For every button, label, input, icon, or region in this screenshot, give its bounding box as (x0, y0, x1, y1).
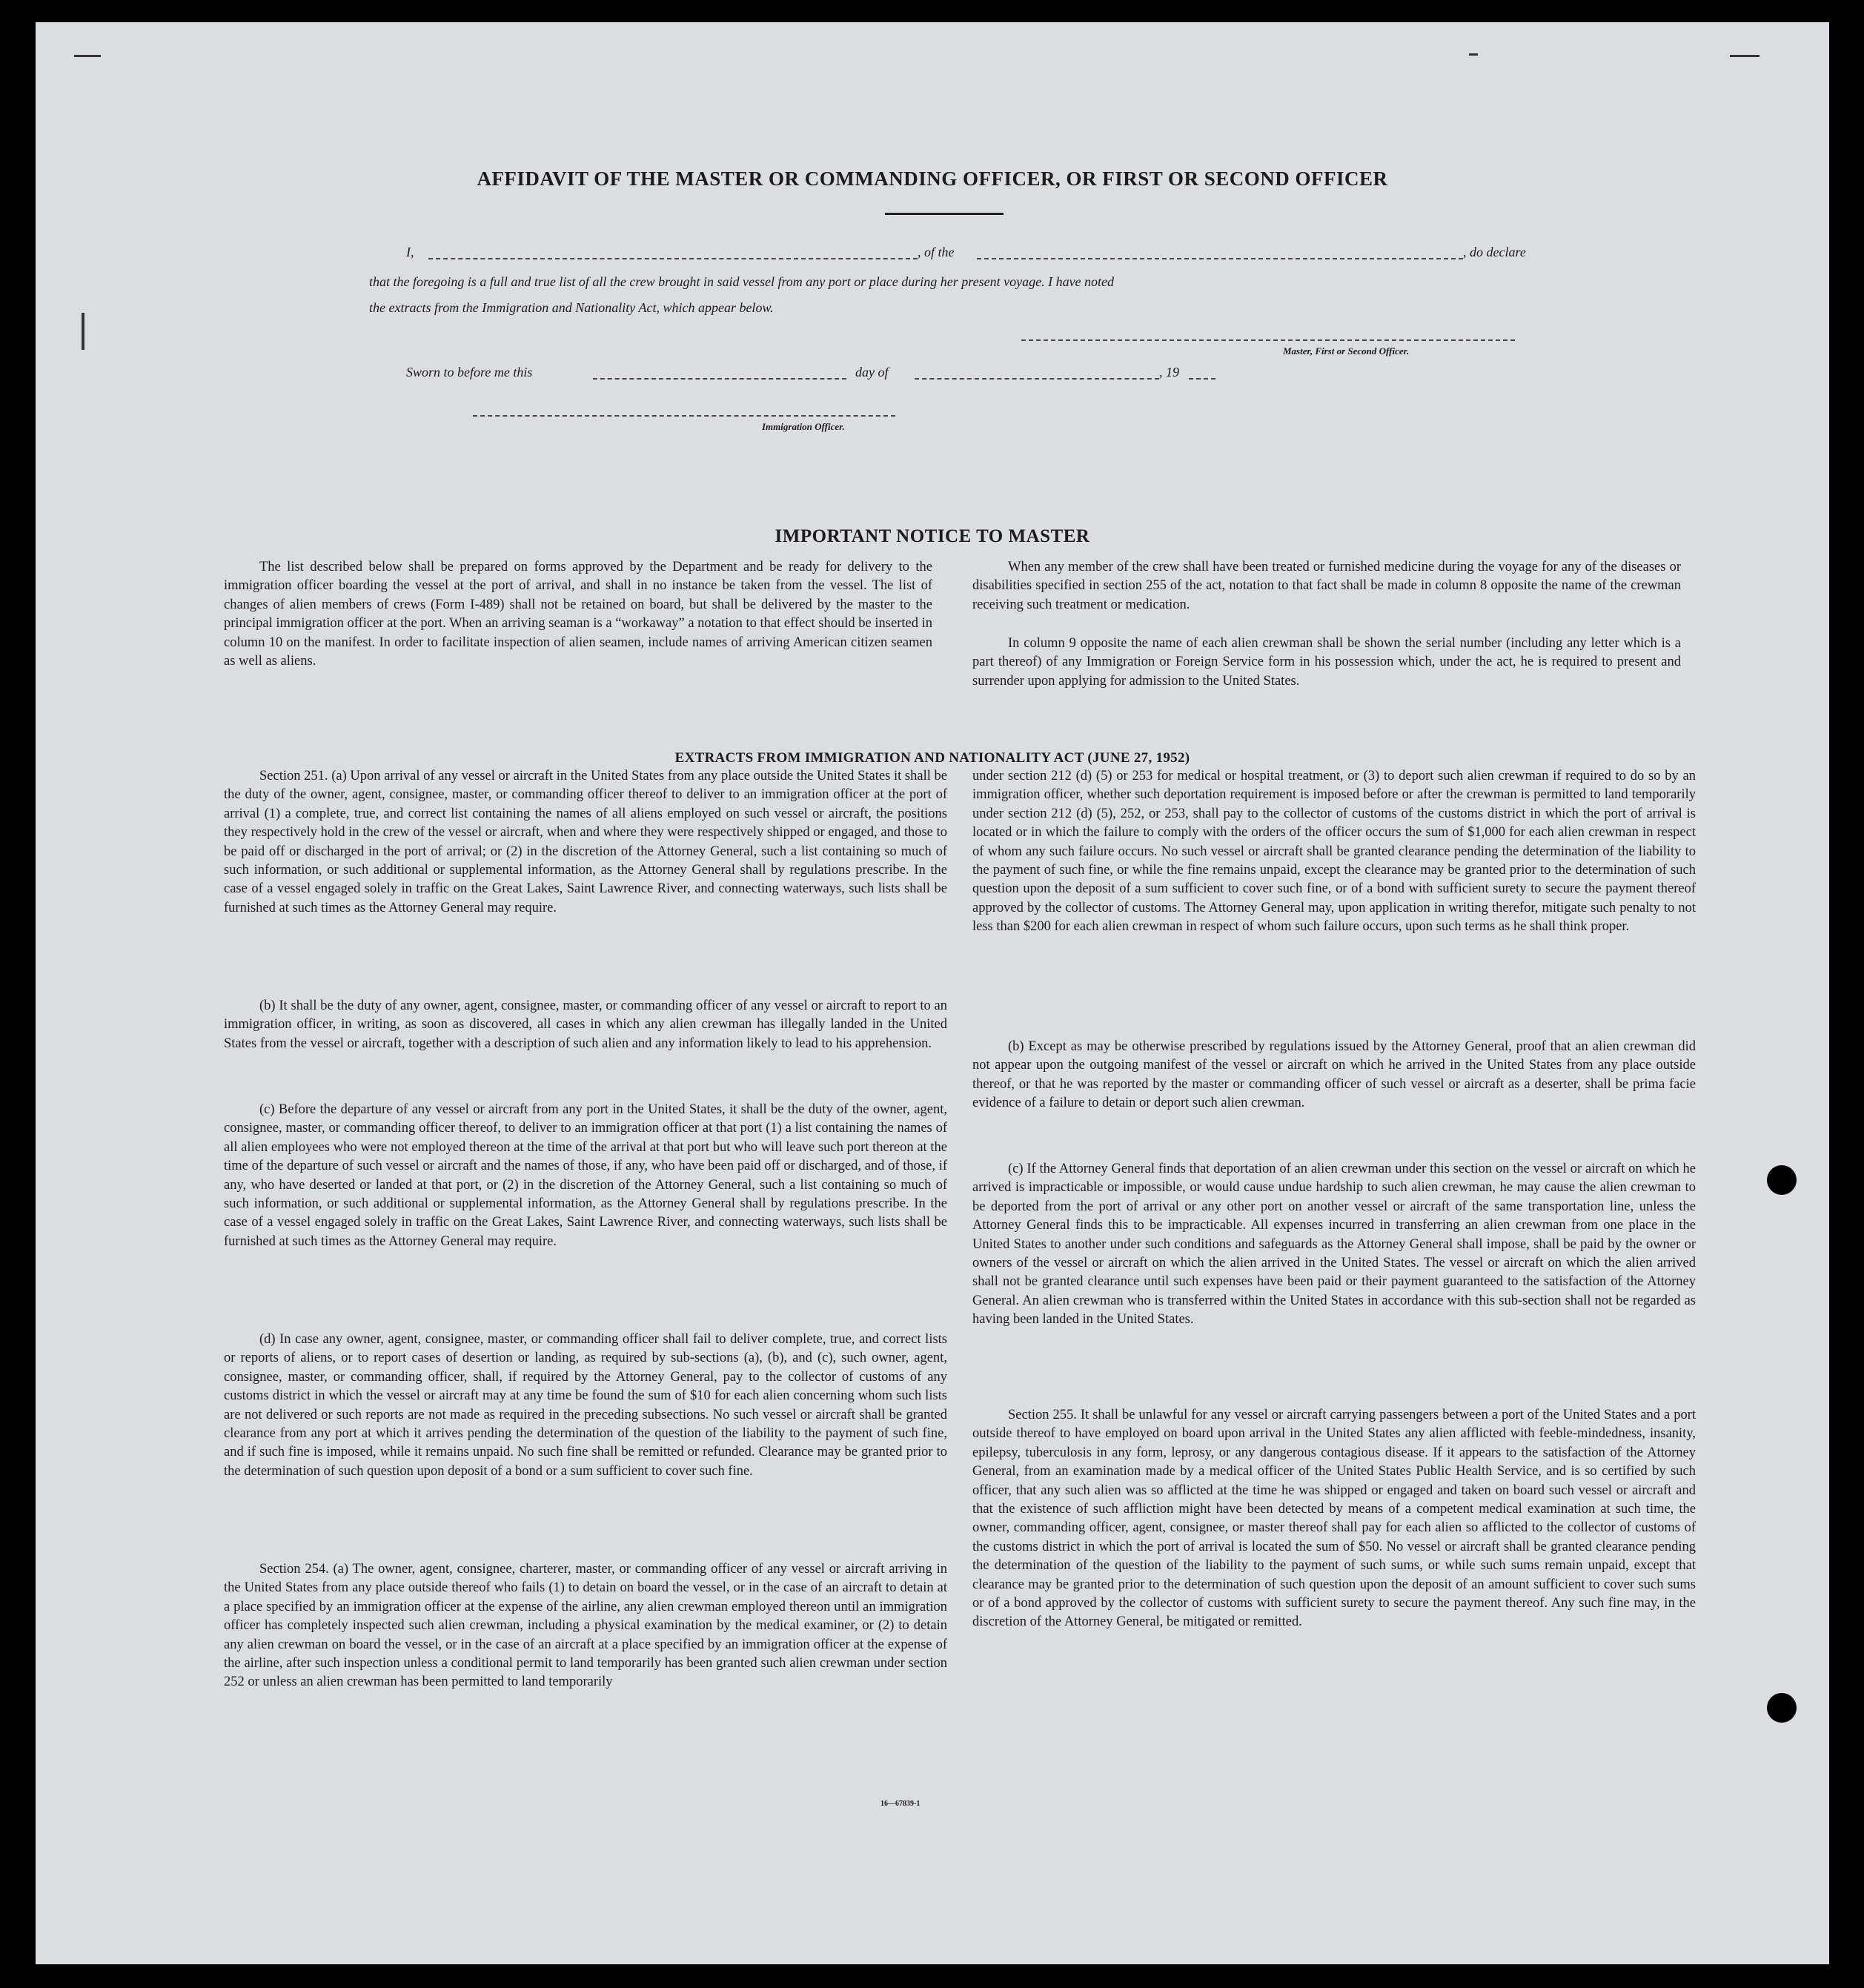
scan-speck (1730, 55, 1759, 57)
sworn-year-field[interactable] (1189, 378, 1215, 380)
master-name-field[interactable] (428, 258, 918, 259)
notice-right-paragraph-1: When any member of the crew shall have been treated or furnished medicine during the voyage for any of the diseases or disabilities specified in section 255 of the act, notation to that fact shall be made in column 8 opposite the name of the crewman receiving such treatment or medication. (972, 560, 1681, 612)
form-code: 16—67839-1 (880, 1800, 921, 1808)
declaration-i: I, (406, 245, 414, 259)
notice-title: IMPORTANT NOTICE TO MASTER (775, 526, 1090, 546)
section-251a: Section 251. (a) Upon arrival of any vessel or aircraft in the United States from any place outside the United States it shall be the duty of the owner, agent, consignee, master, or commanding officer thereof to deliver to an immigration officer at the port of arrival (1) a complete, true, and correct list containing the names of all aliens employed on such vessel or aircraft, the positions they respectively hold in the crew of the vessel or aircraft, when and where they were respectively shipped or engaged, and those to be paid off or discharged in the port of arrival; or (2) in the discretion of the Attorney General, such a list containing so much of such information, or such additional or supplemental information, as the Attorney General shall by regulations prescribe. In the case of a vessel engaged solely in traffic on the Great Lakes, Saint Lawrence River, and connecting waterways, such lists shall be furnished at such times as the Attorney General may require. (224, 769, 947, 915)
scan-speck (82, 313, 84, 350)
section-255: Section 255. It shall be unlawful for any vessel or aircraft carrying passengers between a port of the United States and a port outside thereof to have employed on board upon arrival in the United States any alien afflicted with feeble-mindedness, insanity, epilepsy, tuberculosis in any form, leprosy, or any dangerous contagious disease. If it appears to the satisfaction of the Attorney General, from an examination made by a medical officer of the United States Public Health Service, and is so certified by such officer, that any such alien was so afflicted at the time he was shipped or engaged and taken on board such vessel or aircraft and that the existence of such affliction might have been detected by means of a competent medical examination at such time, the owner, commanding officer, agent, consignee, or master thereof shall pay for each alien so afflicted to the collector of customs of the customs district in which the port of arrival is located the sum of $50. No vessel or aircraft shall be granted clearance pending the determination of the question of the liability to the payment of such sums, or while such sums remain unpaid, except that clearance may be granted prior to the determination of such question upon the deposit of an amount sufficient to cover such sums or of a bond approved by the collector of customs with sufficient surety to secure the payment thereof. Any such fine may, in the discretion of the Attorney General, be mitigated or remitted. (972, 1408, 1696, 1630)
year-label: , 19 (1159, 365, 1179, 380)
punch-hole-lower (1767, 1693, 1797, 1723)
affidavit-title: AFFIDAVIT OF THE MASTER OR COMMANDING OFFICER, OR FIRST OR SECOND OFFICER (477, 168, 1388, 190)
declaration-do-declare: , do declare (1463, 245, 1526, 259)
sworn-month-field[interactable] (915, 378, 1159, 380)
notice-left-paragraph: The list described below shall be prepared on forms approved by the Department and be ready for delivery to the immigration officer boarding the vessel at the port of arrival, and shall in no instance be taken from the vessel. The list of changes of alien members of crews (Form I-489) shall not be retained on board, but shall be delivered by the master to the principal immigration officer at the port. When an arriving seaman is a “workaway” a notation to that effect should be inserted in column 10 on the manifest. In order to facilitate inspection of alien seamen, include names of arriving American citizen seamen as well as aliens. (224, 560, 932, 669)
officer-signature-field[interactable] (473, 415, 895, 417)
declaration-line-3: the extracts from the Immigration and Nationality Act, which appear below. (369, 300, 774, 315)
master-signature-caption: Master, First or Second Officer. (1283, 345, 1410, 357)
sworn-day-field[interactable] (593, 378, 846, 380)
section-251b: (b) It shall be the duty of any owner, agent, consignee, master, or commanding officer of any vessel or aircraft to report to an immigration officer, in writing, as soon as discovered, all cases in which any alien crewman has illegally landed in the United States from the vessel or aircraft, together with a description of such alien and any information likely to lead to his apprehension. (224, 998, 947, 1051)
section-254b: (b) Except as may be otherwise prescribed by regulations issued by the Attorney General, proof that an alien crewman did not appear upon the outgoing manifest of the vessel or aircraft on which he arrived in the United States from any place outside thereof, or that he was reported by the master or commanding officer of such vessel or aircraft as a deserter, shall be prima facie evidence of a failure to detain or deport such alien crewman. (972, 1039, 1696, 1111)
section-251d: (d) In case any owner, agent, consignee, master, or commanding officer shall fail to deliver complete, true, and correct lists or reports of aliens, or to report cases of desertion or landing, as required by sub-sections (a), (b), and (c), such owner, agent, consignee, master, or commanding officer, shall, if required by the Attorney General, pay to the collector of customs of any customs district in which the vessel or aircraft may at any time be found the sum of $10 for each alien concerning whom such lists are not delivered or such reports are not made as required in the preceding subsections. No such vessel or aircraft shall be granted clearance from any port at which it arrives pending the determination of the question of the liability to the payment of such fine, and if such fine is imposed, while it remains unpaid. No such fine shall be remitted or refunded. Clearance may be granted prior to the determination of such question upon deposit of a bond or a sum sufficient to cover such fine. (224, 1332, 947, 1479)
master-signature-field[interactable] (1021, 339, 1515, 341)
declaration-line-2: that the foregoing is a full and true list of all the crew brought in said vessel from any port or place during her present voyage. I have noted (369, 274, 1115, 289)
scan-speck (1469, 53, 1478, 56)
sworn-label: Sworn to before me this (406, 365, 533, 380)
section-254a-part-1: Section 254. (a) The owner, agent, consignee, charterer, master, or commanding officer of any vessel or aircraft arriving in the United States from any place outside thereof who fails (1) to detain on board the vessel, or in the case of an aircraft to detain at a place specified by an immigration officer at the expense of the airline, any alien crewman employed thereon until an immigration officer has completely inspected such alien crewman, including a physical examination by the medical examiner, or (2) to detain any alien crewman on board the vessel, or in the case of an aircraft at a place specified by an immigration officer at the expense of the airline, after such inspection unless a conditional permit to land temporarily has been granted such alien crewman under section 252 or unless an alien crewman has been permitted to land temporarily (224, 1562, 947, 1690)
form-page (36, 22, 1829, 1964)
title-rule (885, 213, 1004, 215)
section-251c: (c) Before the departure of any vessel or aircraft from any port in the United States, it shall be the duty of the owner, agent, consignee, master, or commanding officer thereof, to deliver to an immigration officer at that port (1) a list containing the names of all alien employees who were not employed thereon at the time of the arrival at that port but who will leave such port thereon at the time of the departure of such vessel or aircraft and the names of those, if any, who have been paid off or discharged, and of those, if any, who have deserted or landed at that port, or (2) in the discretion of the Attorney General, such a list containing so much of such information, or such additional or supplemental information, as the Attorney General shall by regulations prescribe. In the case of a vessel engaged solely in traffic on the Great Lakes, Saint Lawrence River, and connecting waterways, such lists shall be furnished at such times as the Attorney General may require. (224, 1102, 947, 1249)
extracts-title: EXTRACTS FROM IMMIGRATION AND NATIONALITY ACT (JUNE 27, 1952) (674, 750, 1190, 766)
section-254c: (c) If the Attorney General finds that deportation of an alien crewman under this section on the vessel or aircraft on which he arrived is impracticable or impossible, or would cause undue hardship to such alien crewman, he may cause the alien crewman to be deported from the port of arrival or any other port on another vessel or aircraft of the same transportation line, unless the Attorney General finds this to be impracticable. All expenses incurred in transferring an alien crewman from one place in the United States to another under such conditions and safeguards as the Attorney General shall impose, shall be paid by the owner or owners of the vessel or aircraft on which the alien arrived in the United States. The vessel or aircraft on which the alien arrived shall not be granted clearance until such expenses have been paid or their payment guaranteed to the satisfaction of the Attorney General. An alien crewman who is transferred within the United States in accordance with this sub-section shall not be regarded as having been landed in the United States. (972, 1162, 1696, 1328)
section-254a-part-2: under section 212 (d) (5) or 253 for medical or hospital treatment, or (3) to deport such alien crewman if required to do so by an immigration officer, whether such deportation requirement is imposed before or after the crewman is permitted to land temporarily under section 212 (d) (5), 252, or 253, shall pay to the collector of customs of the customs district in which the port of arrival is located or in which the failure to comply with the orders of the officer occurs the sum of $1,000 for each alien crewman in respect of whom any such failure occurs. No such vessel or aircraft shall be granted clearance pending the determination of the liability to the payment of such fine, or while the fine remains unpaid, except the clearance may be granted prior to the determination of such question upon the deposit of a sum sufficient to cover such fine, or of a bond with sufficient surety to secure the payment thereof approved by the collector of customs. The Attorney General may, upon application in writing therefor, mitigate such penalty to not less than $200 for each alien crewman in respect of whom such failure occurs, upon such terms as he shall think proper. (972, 769, 1696, 935)
scan-speck (74, 55, 101, 57)
punch-hole-upper (1767, 1165, 1797, 1195)
vessel-name-field[interactable] (977, 258, 1463, 259)
declaration-of-the: , of the (918, 245, 955, 259)
officer-signature-caption: Immigration Officer. (762, 421, 845, 432)
day-of-label: day of (855, 365, 889, 380)
notice-right-paragraph-2: In column 9 opposite the name of each alien crewman shall be shown the serial number (including any letter which is a part thereof) of any Immigration or Foreign Service form in his possession which, under the act, he is required to present and surrender upon applying for admission to the United States. (972, 636, 1681, 689)
